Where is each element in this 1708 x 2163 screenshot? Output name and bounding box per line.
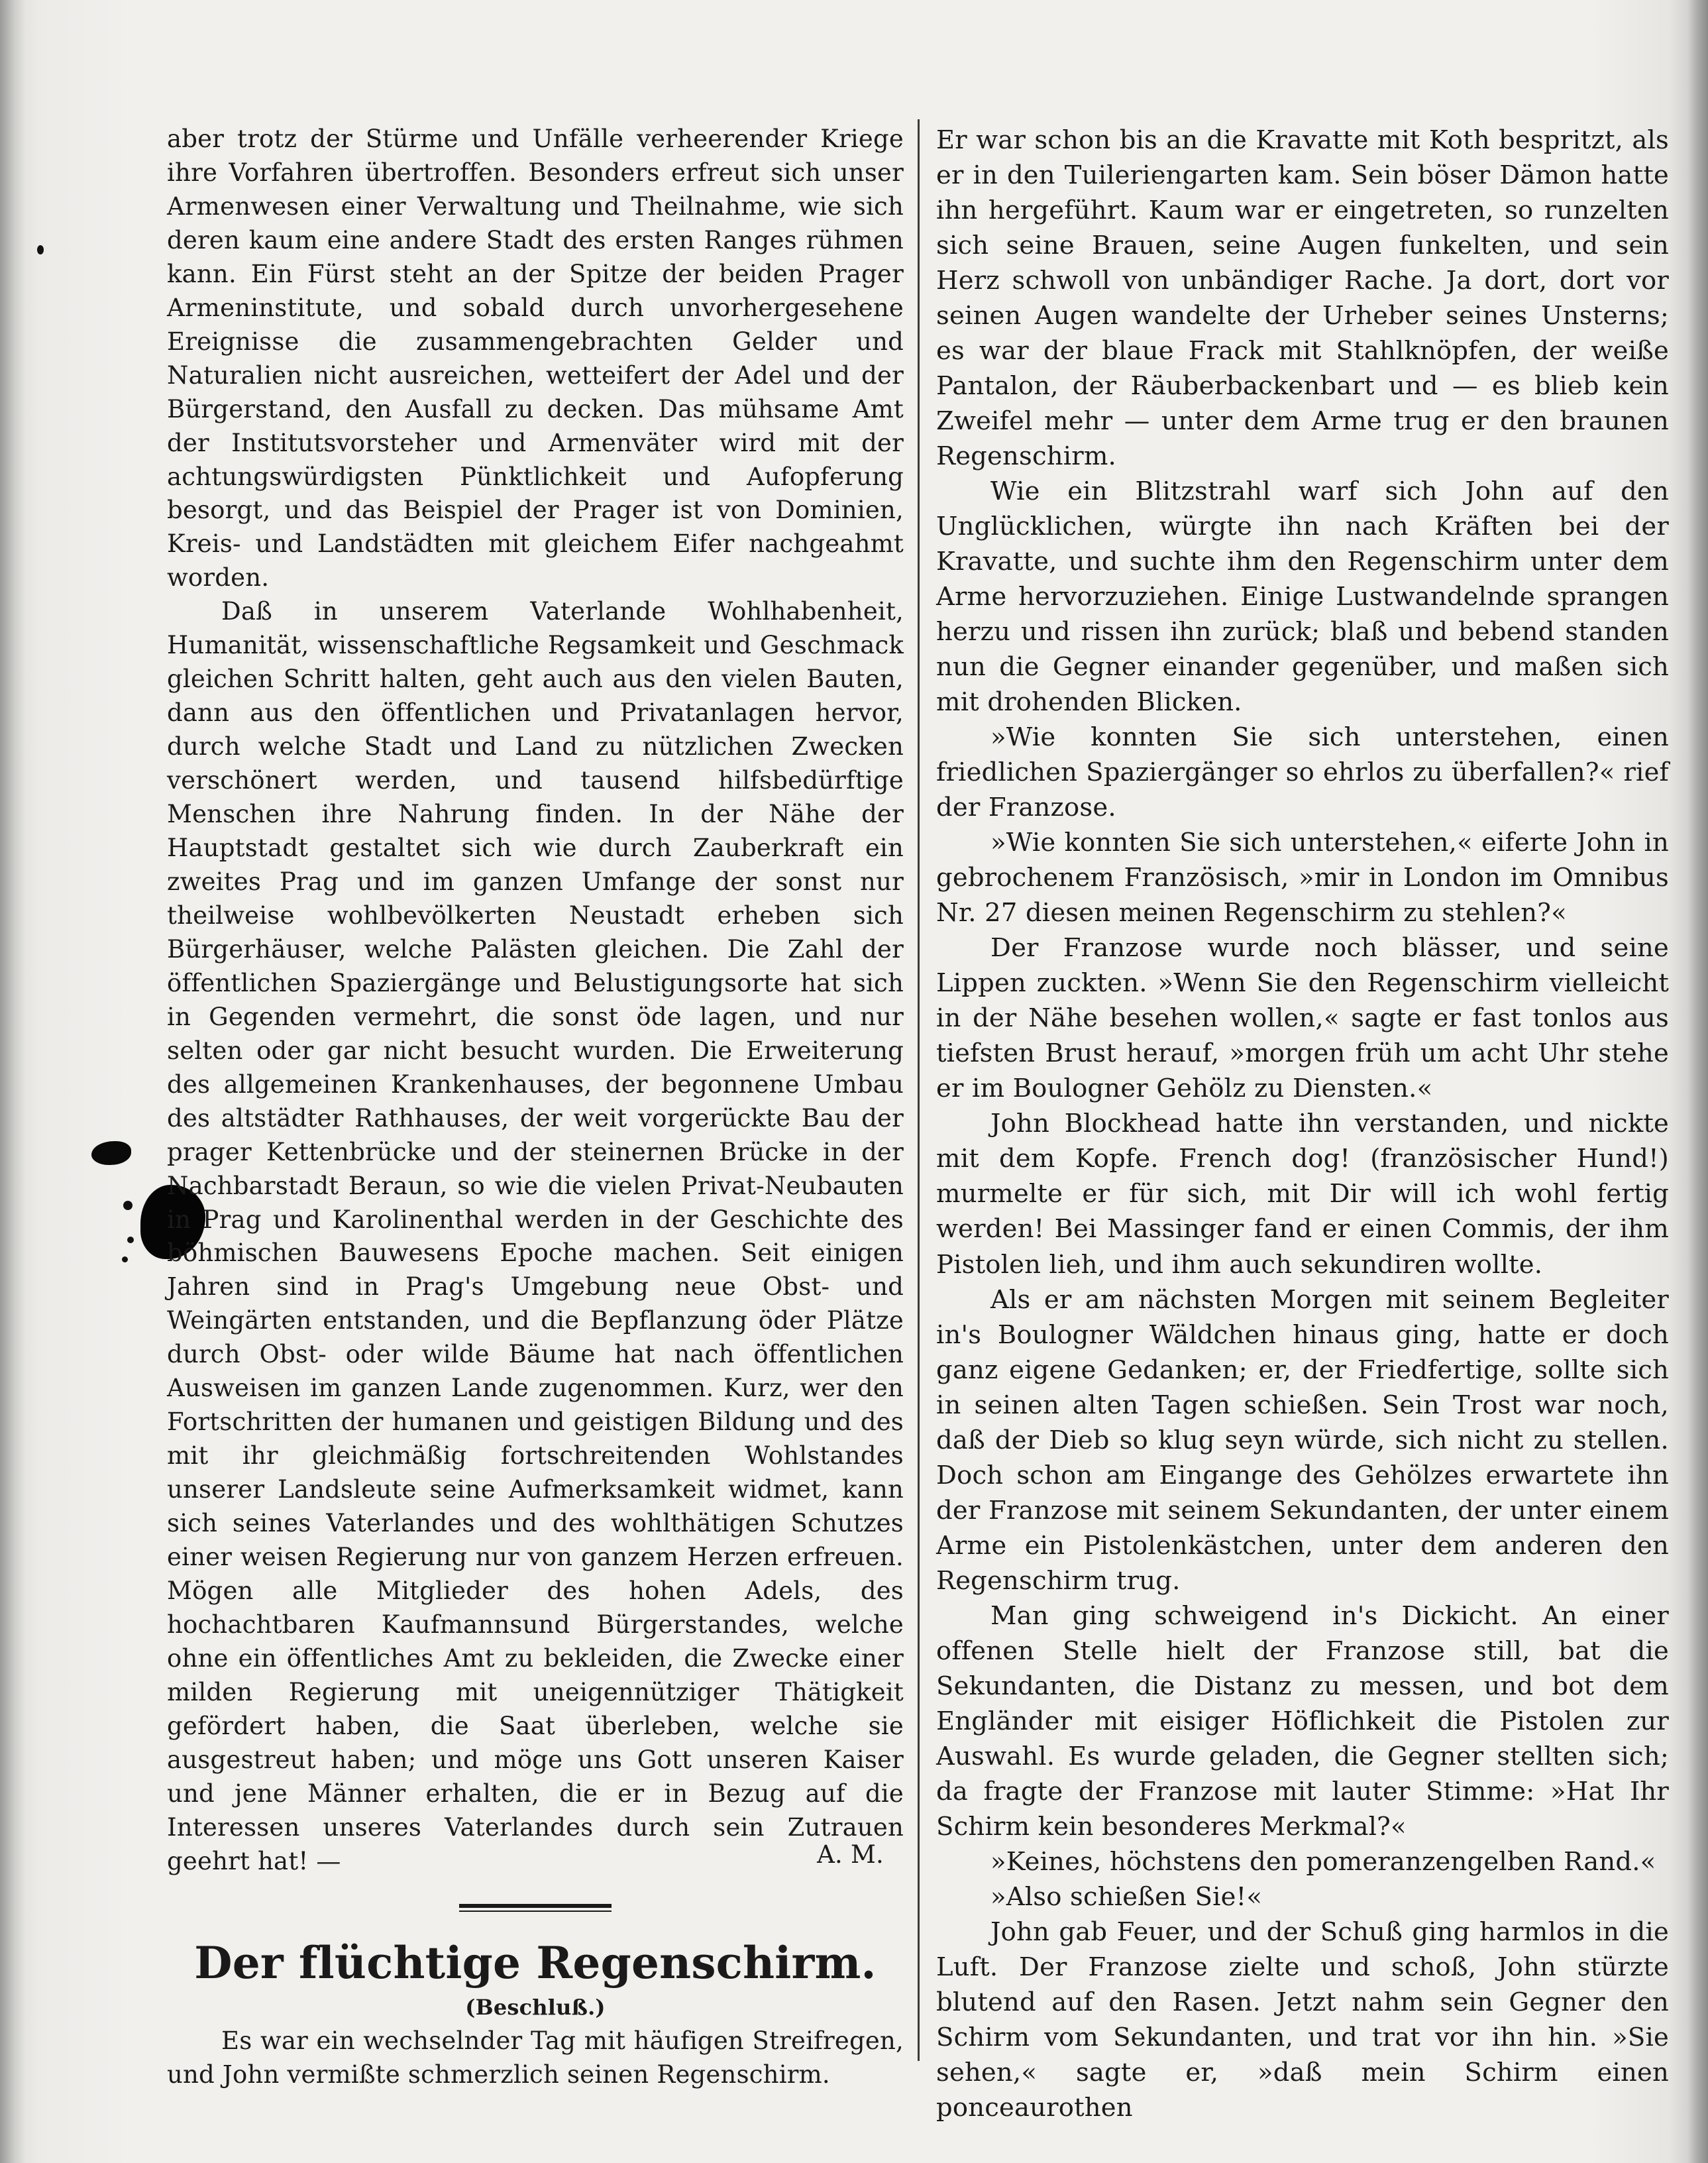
story-paragraph: John Blockhead hatte ihn verstanden, und nickte mit dem Kopfe. French dog! (französischer Hund!) murmelte er für sich, mit Dir will ich wohl fertig werden! Bei Massinger fand er einen Commis, der ihm Pistolen lieh, und ihm auch sekundiren wollte. (936, 1109, 1669, 1280)
story-paragraph: »Wie konnten Sie sich unterstehen, einen friedlichen Spaziergänger so ehrlos zu überfallen?« rief der Franzose. (936, 722, 1669, 823)
story-paragraph: Der Franzose wurde noch blässer, und seine Lippen zuckten. »Wenn Sie den Regenschirm vielleicht in der Nähe besehen wollen,« sagte er fast tonlos aus tiefsten Brust herauf, »morgen früh um acht Uhr stehe er im Boulogner Gehölz zu Diensten.« (936, 933, 1669, 1104)
story-paragraph: »Wie konnten Sie sich unterstehen,« eiferte John in gebrochenem Französisch, »mir in London im Omnibus Nr. 27 diesen meinen Regenschirm zu stehlen?« (936, 828, 1669, 928)
ink-speck (37, 245, 44, 254)
story-paragraph: Wie ein Blitzstrahl warf sich John auf den Unglücklichen, würgte ihn nach Kräften bei der Kravatte, und suchte ihm den Regenschirm unter dem Arme hervorzuziehen. Einige Lustwandelnde sprangen herzu und rissen ihn zurück; blaß und bebend standen nun die Gegner einander gegenüber, und maßen sich mit drohenden Blicken. (936, 476, 1669, 718)
story-paragraph: Man ging schweigend in's Dickicht. An einer offenen Stelle hielt der Franzose still, bat die Sekundanten, die Distanz zu messen, und bot dem Engländer mit eisiger Höflichkeit die Pistolen zur Auswahl. Es wurde geladen, die Gegner stellten sich; da fragte der Franzose mit lauter Stimme: »Hat Ihr Schirm kein besonderes Merkmal?« (936, 1600, 1669, 1842)
column-divider (918, 119, 920, 2061)
article-paragraph: aber trotz der Stürme und Unfälle verheerender Kriege ihre Vorfahren übertroffen. Besonders erfreut sich unser Armenwesen einer Verwaltung und Theilnahme, wie sich deren kaum eine andere Stadt des ersten Ranges rühmen kann. Ein Fürst steht an der Spitze der beiden Prager Armeninstitute, und sobald durch unvorhergesehene Ereignisse die zusammengebrachten Gelder und Naturalien nicht ausreichen, wetteifert der Adel und der Bürgerstand, den Ausfall zu decken. Das mühsame Amt der Institutsvorsteher und Armenväter wird mit der achtungswürdigsten Pünktlichkeit und Aufopferung besorgt, und das Beispiel der Prager ist von Dominien, Kreis- und Landstädten mit gleichem Eifer nachgeahmt worden. (167, 125, 904, 592)
story-title: Der flüchtige Regenschirm. (194, 1936, 877, 1989)
author-signature: A. M. (817, 1840, 884, 1869)
story-paragraph: Es war ein wechselnder Tag mit häufigen Streifregen, und John vermißte schmerzlich seinen Regenschirm. (167, 2026, 904, 2089)
ink-blot (91, 1141, 131, 1165)
story-subtitle: (Beschluß.) (465, 1994, 606, 2020)
story-paragraph: »Keines, höchstens den pomeranzengelben Rand.« (990, 1846, 1656, 1877)
story-paragraph: John gab Feuer, und der Schuß ging harmlos in die Luft. Der Franzose zielte und schoß, John stürzte blutend auf den Rasen. Jetzt nahm sein Gegner den Schirm vom Sekundanten, und trat vor ihn hin. »Sie sehen,« sagte er, »daß mein Schirm einen ponceaurothen (936, 1916, 1669, 2123)
story-paragraph: Er war schon bis an die Kravatte mit Koth bespritzt, als er in den Tuileriengarten kam. Sein böser Dämon hatte ihn hergeführt. Kaum war er eingetreten, so runzelten sich seine Brauen, seine Augen funkelten, und sein Herz schwoll von unbändiger Rache. Ja dort, dort vor seinen Augen wandelte der Urheber seines Unsterns; es war der blaue Frack mit Stahlknöpfen, der weiße Pantalon, der Räuberbackenbart und — es blieb kein Zweifel mehr — unter dem Arme trug er den braunen Regenschirm. (936, 125, 1669, 472)
page-edge-shadow (1688, 0, 1708, 2163)
right-column (936, 123, 1669, 2125)
binding-edge-shadow (0, 0, 25, 2163)
section-separator (459, 1904, 612, 1912)
article-paragraph: Daß in unserem Vaterlande Wohlhabenheit, Humanität, wissenschaftliche Regsamkeit und Geschmack gleichen Schritt halten, geht auch aus den vielen Bauten, dann aus den öffentlichen und Privatanlagen hervor, durch welche Stadt und Land zu nützlichen Zwecken verschönert werden, und tausend hilfsbedürftige Menschen ihre Nahrung finden. In der Nähe der Hauptstadt gestaltet sich wie durch Zauberkraft ein zweites Prag und im ganzen Umfange der sonst nur theilweise wohlbevölkerten Neustadt erheben sich Bürgerhäuser, welche Palästen gleichen. Die Zahl der öffentlichen Spaziergänge und Belustigungsorte hat sich in Gegenden vermehrt, die sonst öde lagen, und nur selten oder gar nicht besucht wurden. Die Erweiterung des allgemeinen Krankenhauses, der begonnene Umbau des altstädter Rathhauses, der weit vorgerückte Bau der prager Kettenbrücke und der steinernen Brücke in der Nachbarstadt Beraun, so wie die vielen Privat-Neubauten in Prag und Karolinenthal werden in der Geschichte des böhmischen Bauwesens Epoche machen. Seit einigen Jahren sind in Prag's Umgebung neue Obst- und Weingärten entstanden, und die Bepflanzung öder Plätze durch Obst- oder wilde Bäume hat nach öffentlichen Ausweisen im ganzen Lande zugenommen. Kurz, wer den Fortschritten der humanen und geistigen Bildung und des mit ihr gleichmäßig fortschreitenden Wohlstandes unserer Landsleute seine Aufmerksamkeit widmet, kann sich seines Vaterlandes und des wohlthätigen Schutzes einer weisen Regierung nur von ganzem Herzen erfreuen. Mögen alle Mitglieder des hohen Adels, des hochachtbaren Kaufmannsund Bürgerstandes, welche ohne ein öffentliches Amt zu bekleiden, die Zwecke einer milden Regierung mit uneigennütziger Thätigkeit gefördert haben, die Saat überleben, welche sie ausgestreut haben; und möge uns Gott unseren Kaiser und jene Männer erhalten, die er in Bezug auf die Interessen unseres Vaterlandes durch sein Zutrauen geehrt hat! — (167, 597, 904, 1875)
left-column (167, 123, 904, 2091)
ink-speck (127, 1237, 134, 1243)
story-paragraph: »Also schießen Sie!« (990, 1881, 1263, 1912)
ink-speck (122, 1256, 128, 1262)
story-paragraph: Als er am nächsten Morgen mit seinem Begleiter in's Boulogner Wäldchen hinaus ging, hatte er doch ganz eigene Gedanken; er, der Friedfertige, sollte sich in seinen alten Tagen schießen. Sein Trost war noch, daß der Dieb so klug seyn würde, sich nicht zu stellen. Doch schon am Eingange des Gehölzes erwartete ihn der Franzose mit seinem Sekundanten, der unter einem Arme ein Pistolenkästchen, unter dem anderen den Regenschirm trug. (936, 1284, 1669, 1596)
ink-speck (123, 1201, 133, 1210)
